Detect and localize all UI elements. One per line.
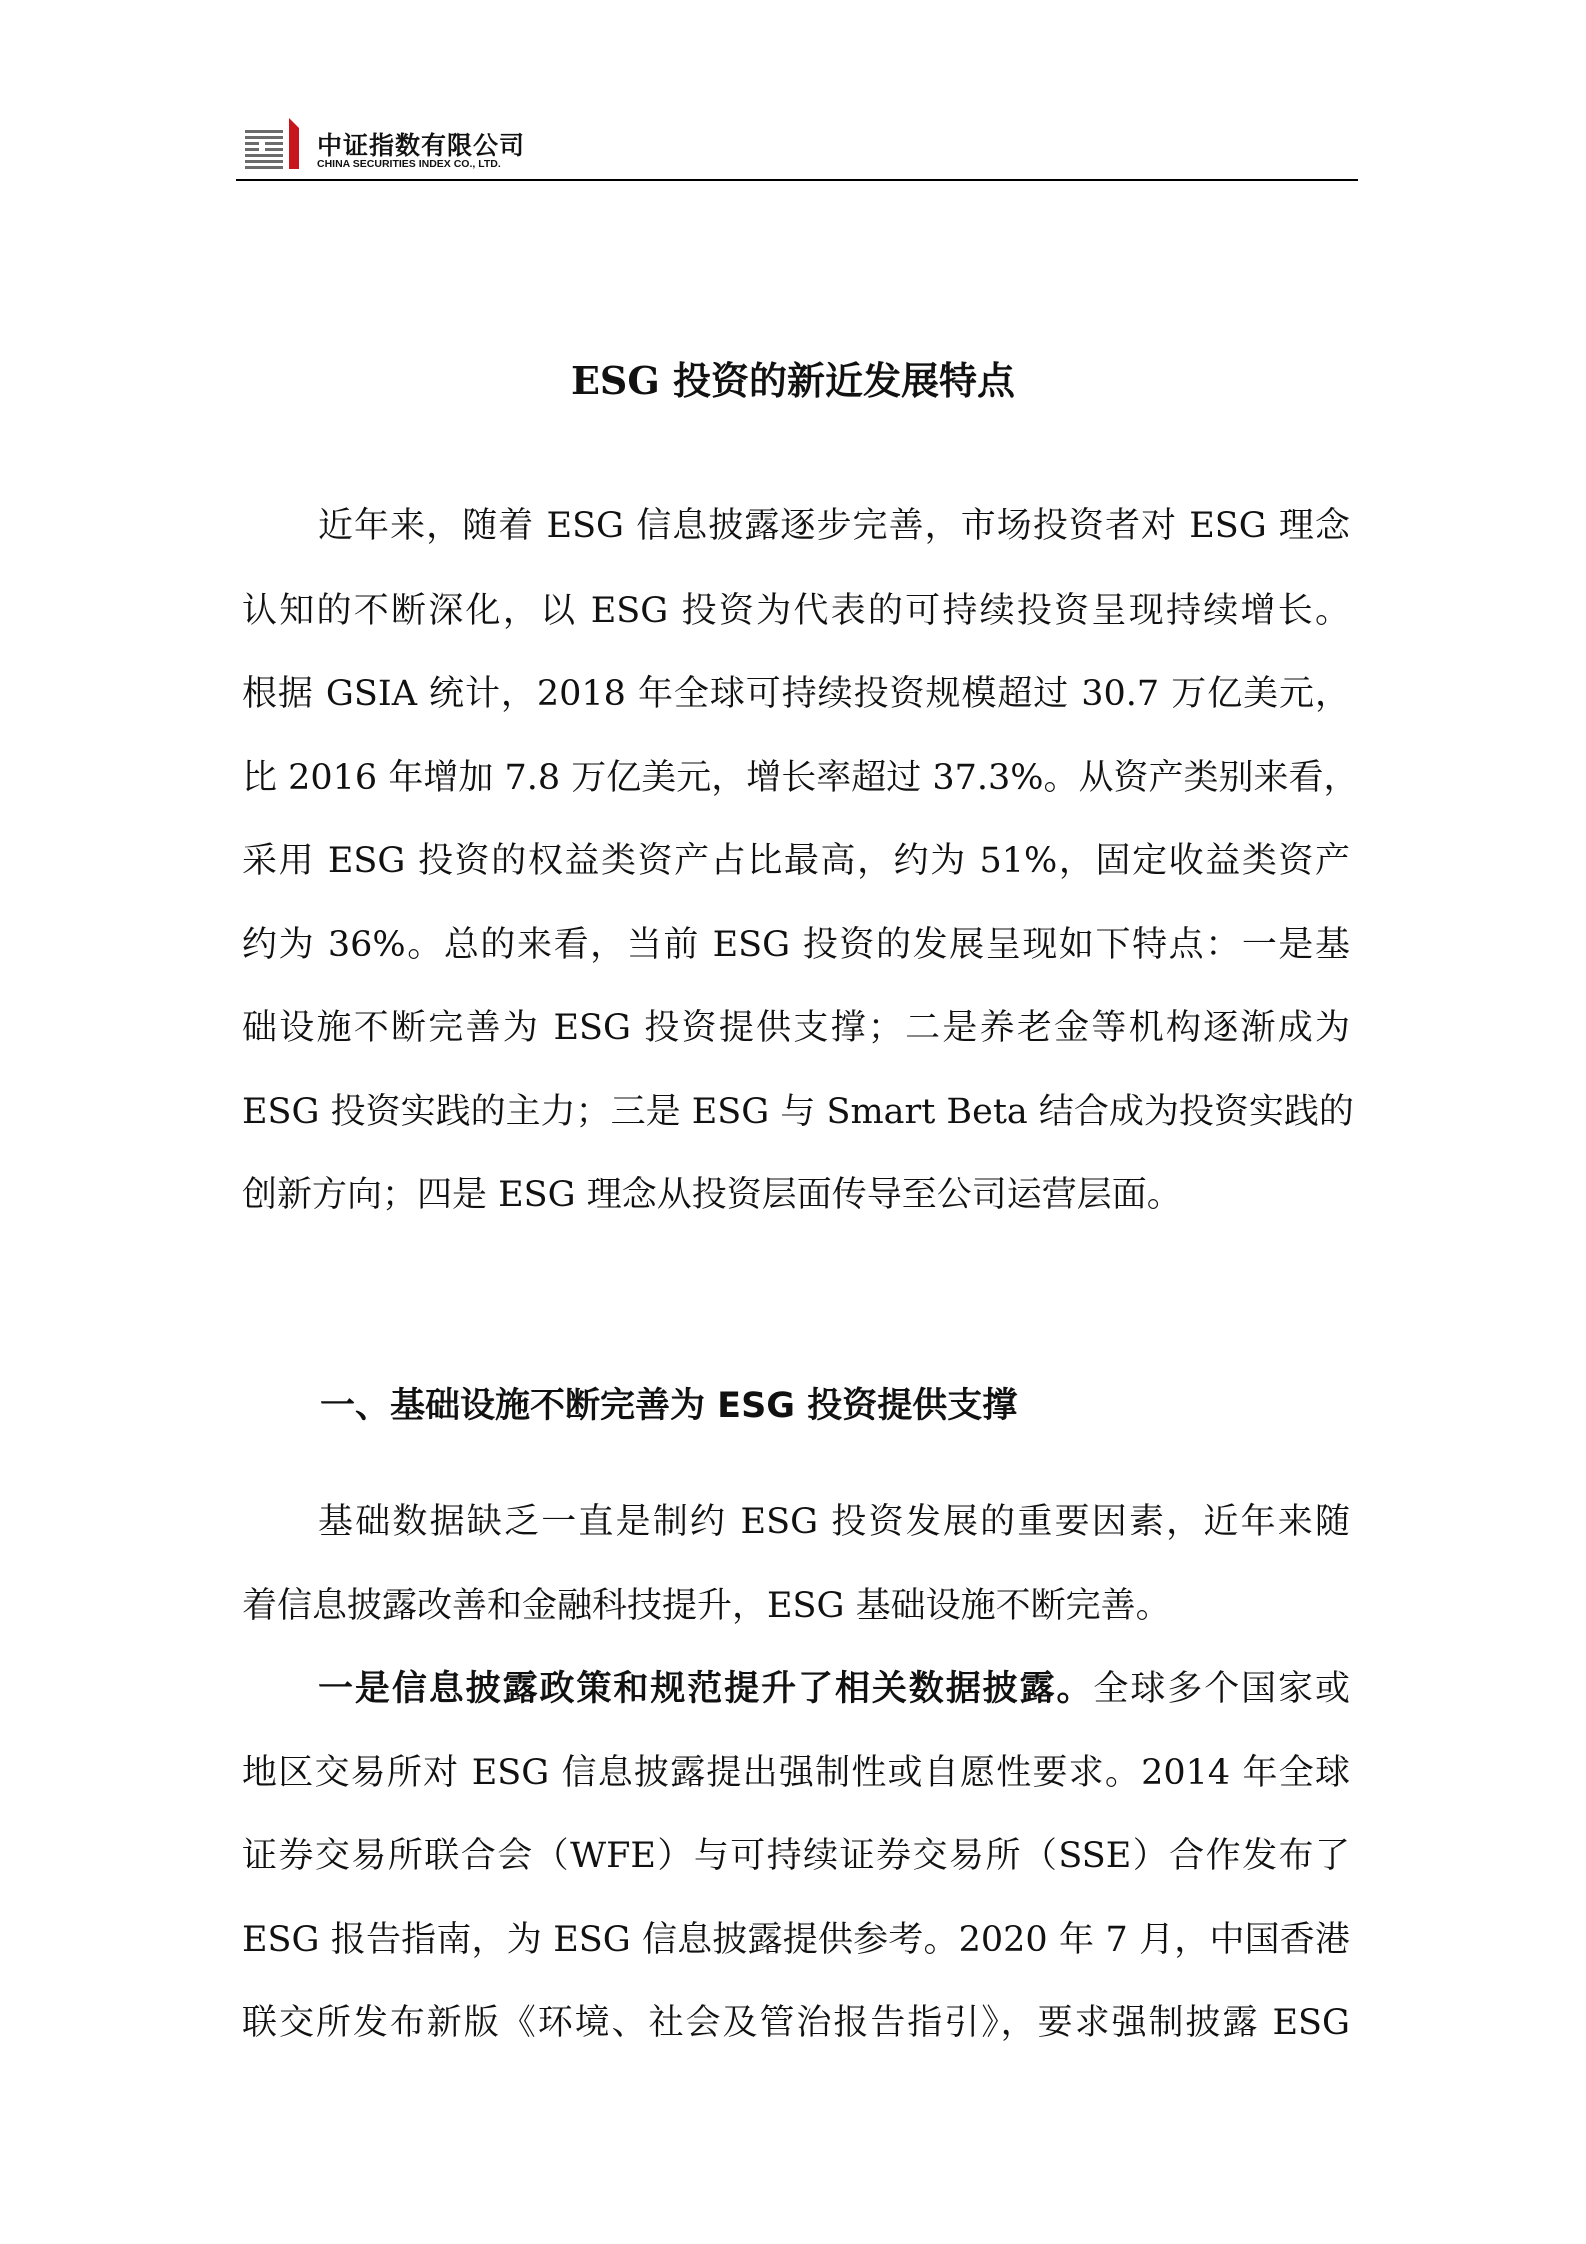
bold-lead: 一是信息披露政策和规范提升了相关数据披露。 (318, 1668, 1094, 1709)
logo-mark-icon (245, 118, 305, 170)
logo-chinese-name: 中证指数有限公司 (317, 131, 526, 160)
logo-english-name: CHINA SECURITIES INDEX CO., LTD. (317, 158, 501, 170)
text-line: 根据 GSIA 统计，2018 年全球可持续投资规模超过 30.7 万亿美元， (242, 674, 1350, 714)
document-title: ESG 投资的新近发展特点 (570, 358, 1016, 403)
text-line: 约为 36%。总的来看，当前 ESG 投资的发展呈现如下特点：一是基 (242, 925, 1350, 965)
header-rule (236, 179, 1358, 181)
section-heading: 一、基础设施不断完善为 ESG 投资提供支撑 (320, 1386, 1018, 1426)
text-line: 近年来，随着 ESG 信息披露逐步完善，市场投资者对 ESG 理念 (318, 506, 1350, 546)
text-line: ESG 投资实践的主力；三是 ESG 与 Smart Beta 结合成为投资实践的 (242, 1092, 1354, 1132)
text-line: 采用 ESG 投资的权益类资产占比最高，约为 51%，固定收益类资产 (242, 841, 1350, 881)
text-line: 地区交易所对 ESG 信息披露提出强制性或自愿性要求。2014 年全球 (242, 1753, 1350, 1793)
text-run: 全球多个国家或 (1093, 1669, 1350, 1709)
text-line: 基础数据缺乏一直是制约 ESG 投资发展的重要因素，近年来随 (318, 1502, 1350, 1542)
text-line: 础设施不断完善为 ESG 投资提供支撑；二是养老金等机构逐渐成为 (242, 1008, 1350, 1048)
text-line: 创新方向；四是 ESG 理念从投资层面传导至公司运营层面。 (242, 1175, 1182, 1215)
text-line (318, 1667, 1350, 1711)
company-logo (245, 118, 565, 174)
text-line: 认知的不断深化，以 ESG 投资为代表的可持续投资呈现持续增长。 (242, 591, 1350, 631)
text-line: 联交所发布新版《环境、社会及管治报告指引》，要求强制披露 ESG (242, 2003, 1350, 2043)
text-line: 着信息披露改善和金融科技提升，ESG 基础设施不断完善。 (242, 1586, 1171, 1626)
text-line: 证券交易所联合会（WFE）与可持续证券交易所（SSE）合作发布了 (242, 1836, 1350, 1876)
text-line: 比 2016 年增加 7.8 万亿美元，增长率超过 37.3%。从资产类别来看， (242, 758, 1359, 798)
text-line: ESG 报告指南，为 ESG 信息披露提供参考。2020 年 7 月，中国香港 (242, 1920, 1350, 1960)
